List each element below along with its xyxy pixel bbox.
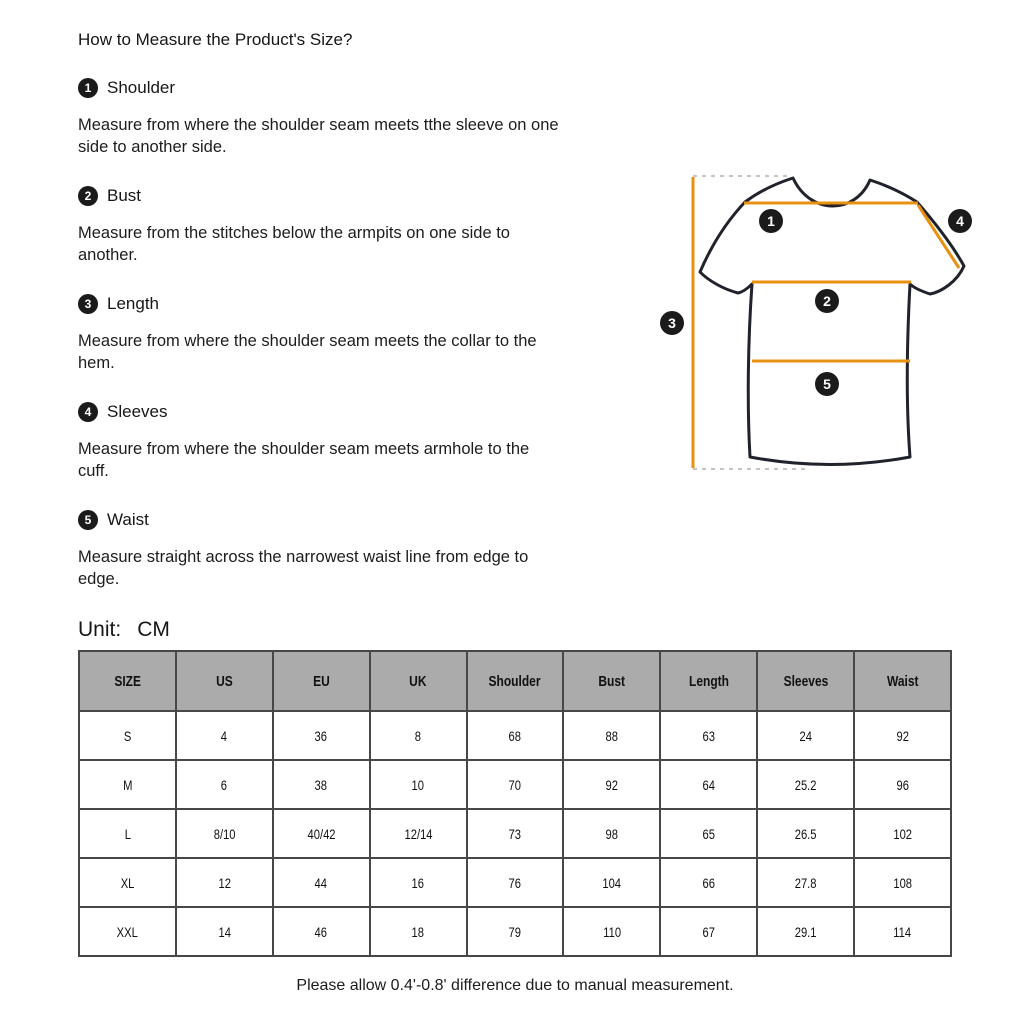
page-title: How to Measure the Product's Size? bbox=[78, 30, 353, 49]
diagram-marker-3 bbox=[660, 311, 684, 335]
step-2-description: Measure from the stitches below the armpits on one side to another. bbox=[78, 224, 510, 264]
col-uk: UK bbox=[370, 651, 467, 711]
svg-text:1: 1 bbox=[767, 213, 775, 229]
col-shoulder: Shoulder bbox=[467, 651, 564, 711]
step-5-description: Measure straight across the narrowest waist line from edge to edge. bbox=[78, 548, 529, 588]
tshirt-outline bbox=[700, 178, 964, 465]
step-2-label: Bust bbox=[107, 186, 142, 205]
svg-text:2: 2 bbox=[823, 293, 831, 309]
step-5-label: Waist bbox=[107, 510, 149, 529]
table-row-xl: XL 12 44 16 76 104 66 27.8 108 bbox=[79, 858, 951, 907]
svg-text:3: 3 bbox=[668, 315, 676, 331]
step-4-description: Measure from where the shoulder seam meets armhole to the cuff. bbox=[78, 440, 530, 480]
step-1-badge-icon: 1 bbox=[78, 78, 98, 98]
svg-text:4: 4 bbox=[956, 213, 964, 229]
table-row-l: L 8/10 40/42 12/14 73 98 65 26.5 102 bbox=[79, 809, 951, 858]
svg-text:5: 5 bbox=[823, 376, 831, 392]
step-length-heading bbox=[78, 294, 638, 314]
diagram-marker-4 bbox=[948, 209, 972, 233]
col-sleeves: Sleeves bbox=[757, 651, 854, 711]
unit-row bbox=[78, 618, 638, 642]
step-5-badge-icon: 5 bbox=[78, 510, 98, 530]
step-4-badge-icon: 4 bbox=[78, 402, 98, 422]
col-length: Length bbox=[660, 651, 757, 711]
diagram-marker-5 bbox=[815, 372, 839, 396]
table-row-xxl: XXL 14 46 18 79 110 67 29.1 114 bbox=[79, 907, 951, 956]
unit-value: CM bbox=[137, 618, 170, 641]
step-sleeves-heading bbox=[78, 402, 638, 422]
table-row-s: S 4 36 8 68 88 63 24 92 bbox=[79, 711, 951, 760]
unit-label: Unit: bbox=[78, 618, 122, 641]
col-bust: Bust bbox=[563, 651, 660, 711]
step-4-label: Sleeves bbox=[107, 402, 168, 421]
step-3-badge-icon: 3 bbox=[78, 294, 98, 314]
size-table bbox=[78, 650, 952, 957]
col-eu: EU bbox=[273, 651, 370, 711]
col-size: SIZE bbox=[79, 651, 176, 711]
step-shoulder-heading bbox=[78, 78, 638, 98]
col-waist: Waist bbox=[854, 651, 951, 711]
tshirt-diagram-svg bbox=[640, 160, 1000, 490]
diagram-marker-2 bbox=[815, 289, 839, 313]
step-3-label: Length bbox=[107, 294, 159, 313]
step-waist-heading bbox=[78, 510, 638, 530]
measurement-disclaimer: Please allow 0.4'-0.8' difference due to manual measurement. bbox=[296, 977, 734, 994]
step-2-badge-icon: 2 bbox=[78, 186, 98, 206]
step-1-description: Measure from where the shoulder seam meets tthe sleeve on one side to another side. bbox=[78, 116, 559, 156]
size-table-header-row bbox=[79, 651, 951, 711]
tshirt-measurement-diagram bbox=[640, 160, 1000, 490]
diagram-marker-1 bbox=[759, 209, 783, 233]
step-bust-heading bbox=[78, 186, 638, 206]
step-3-description: Measure from where the shoulder seam meets the collar to the hem. bbox=[78, 332, 537, 372]
col-us: US bbox=[176, 651, 273, 711]
step-1-label: Shoulder bbox=[107, 78, 176, 97]
measure-instructions bbox=[78, 30, 638, 642]
table-row-m: M 6 38 10 70 92 64 25.2 96 bbox=[79, 760, 951, 809]
